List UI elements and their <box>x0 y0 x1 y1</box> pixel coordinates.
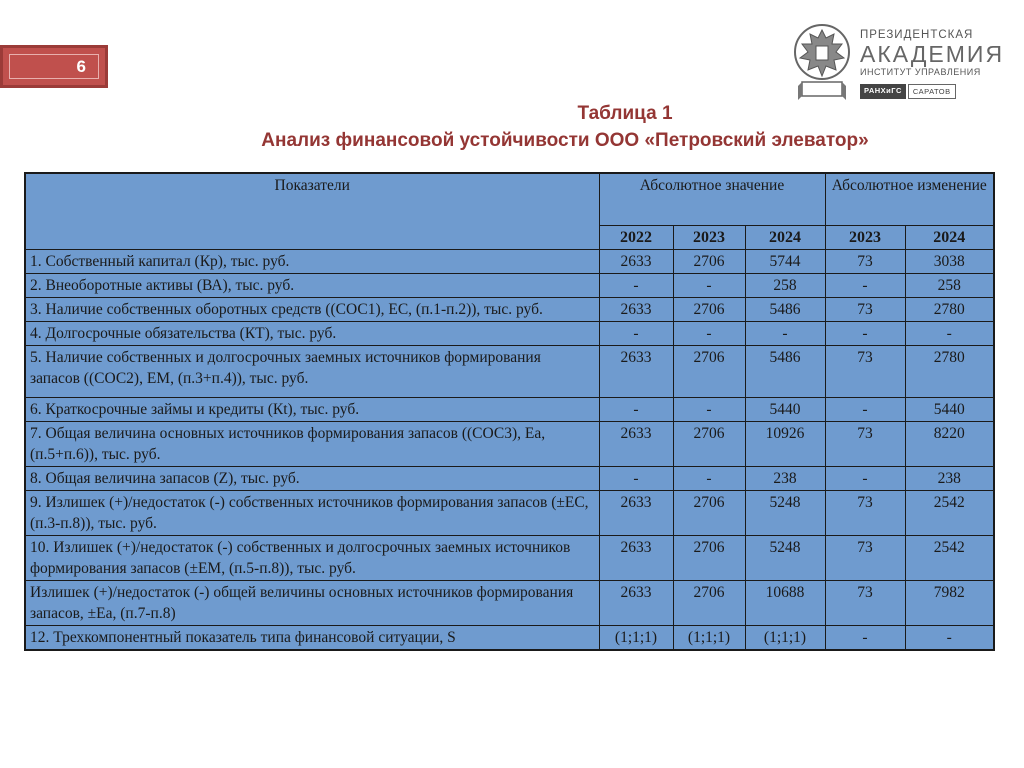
cell-value: 5248 <box>745 535 825 580</box>
row-label: 10. Излишек (+)/недостаток (-) собственных и долгосрочных заемных источников формирования запасов (±ЕМ, (п.5-п.8)), тыс. руб. <box>25 535 599 580</box>
table-row <box>25 580 994 625</box>
cell-value: - <box>825 625 905 650</box>
cell-value: (1;1;1) <box>745 625 825 650</box>
cell-value: 5744 <box>745 249 825 273</box>
cell-value: 5486 <box>745 345 825 397</box>
header-absolute-change: Абсолютное изменение <box>825 173 994 225</box>
cell-value: 2706 <box>673 297 745 321</box>
cell-value: 73 <box>825 535 905 580</box>
cell-value: 2633 <box>599 421 673 466</box>
cell-value: - <box>825 466 905 490</box>
cell-value: 2633 <box>599 580 673 625</box>
table-row <box>25 625 994 650</box>
table-row <box>25 249 994 273</box>
header-year: 2023 <box>825 225 905 249</box>
cell-value: 73 <box>825 580 905 625</box>
table-row <box>25 421 994 466</box>
table-row <box>25 490 994 535</box>
cell-value: 7982 <box>905 580 994 625</box>
row-label: 5. Наличие собственных и долгосрочных заемных источников формирования запасов ((СОС2), ЕМ, (п.3+п.4)), тыс. руб. <box>25 345 599 397</box>
cell-value: 8220 <box>905 421 994 466</box>
cell-value: 238 <box>905 466 994 490</box>
table-row <box>25 345 994 397</box>
cell-value: - <box>599 273 673 297</box>
cell-value: 10926 <box>745 421 825 466</box>
cell-value: 5486 <box>745 297 825 321</box>
cell-value: - <box>825 397 905 421</box>
header-year: 2024 <box>905 225 994 249</box>
header-indicators: Показатели <box>25 173 599 249</box>
cell-value: 2780 <box>905 345 994 397</box>
cell-value: 73 <box>825 249 905 273</box>
header-year: 2022 <box>599 225 673 249</box>
cell-value: - <box>599 466 673 490</box>
cell-value: 2542 <box>905 535 994 580</box>
logo-line-3: ИНСТИТУТ УПРАВЛЕНИЯ <box>860 67 981 77</box>
cell-value: 2706 <box>673 249 745 273</box>
row-label: 4. Долгосрочные обязательства (КТ), тыс. руб. <box>25 321 599 345</box>
header-year: 2023 <box>673 225 745 249</box>
logo-line-2: АКАДЕМИЯ <box>860 41 1005 67</box>
cell-value: - <box>599 397 673 421</box>
cell-value: 2706 <box>673 535 745 580</box>
cell-value: 2780 <box>905 297 994 321</box>
cell-value: 2633 <box>599 345 673 397</box>
cell-value: - <box>905 321 994 345</box>
cell-value: 5248 <box>745 490 825 535</box>
table-title-line-1: Таблица 1 <box>577 103 673 124</box>
slide-number: 6 <box>9 54 99 79</box>
cell-value: 5440 <box>905 397 994 421</box>
row-label: 7. Общая величина основных источников формирования запасов ((СОС3), Еа, (п.5+п.6)), тыс. руб. <box>25 421 599 466</box>
cell-value: 73 <box>825 490 905 535</box>
cell-value: 2633 <box>599 249 673 273</box>
cell-value: 3038 <box>905 249 994 273</box>
cell-value: 73 <box>825 297 905 321</box>
cell-value: 238 <box>745 466 825 490</box>
table-row <box>25 273 994 297</box>
cell-value: 73 <box>825 421 905 466</box>
cell-value: (1;1;1) <box>673 625 745 650</box>
row-label: 6. Краткосрочные займы и кредиты (Кt), тыс. руб. <box>25 397 599 421</box>
cell-value: - <box>905 625 994 650</box>
row-label: 8. Общая величина запасов (Z), тыс. руб. <box>25 466 599 490</box>
cell-value: - <box>673 466 745 490</box>
cell-value: 2706 <box>673 490 745 535</box>
cell-value: - <box>673 321 745 345</box>
cell-value: 258 <box>905 273 994 297</box>
row-label: 9. Излишек (+)/недостаток (-) собственных источников формирования запасов (±ЕС, (п.3-п.8)), тыс. руб. <box>25 490 599 535</box>
cell-value: 2633 <box>599 535 673 580</box>
cell-value: 2706 <box>673 421 745 466</box>
cell-value: - <box>599 321 673 345</box>
row-label: Излишек (+)/недостаток (-) общей величины основных источников формирования запасов, ±Еа, (п.7-п.8) <box>25 580 599 625</box>
cell-value: 2633 <box>599 490 673 535</box>
cell-value: 10688 <box>745 580 825 625</box>
financial-stability-table <box>24 172 995 651</box>
row-label: 2. Внеоборотные активы (ВА), тыс. руб. <box>25 273 599 297</box>
cell-value: - <box>745 321 825 345</box>
cell-value: - <box>825 321 905 345</box>
table-row <box>25 321 994 345</box>
slide-number-box <box>0 45 108 88</box>
cell-value: 2542 <box>905 490 994 535</box>
cell-value: 73 <box>825 345 905 397</box>
cell-value: 2706 <box>673 580 745 625</box>
eagle-emblem-icon <box>790 22 854 110</box>
table-row <box>25 397 994 421</box>
table-row <box>25 535 994 580</box>
cell-value: - <box>673 397 745 421</box>
table-title <box>150 100 980 154</box>
logo-line-1: ПРЕЗИДЕНТСКАЯ <box>860 29 974 41</box>
cell-value: (1;1;1) <box>599 625 673 650</box>
logo-text <box>860 28 1004 99</box>
cell-value: - <box>825 273 905 297</box>
table-row <box>25 466 994 490</box>
cell-value: - <box>673 273 745 297</box>
table-row <box>25 297 994 321</box>
cell-value: 2706 <box>673 345 745 397</box>
row-label: 12. Трехкомпонентный показатель типа финансовой ситуации, S <box>25 625 599 650</box>
row-label: 3. Наличие собственных оборотных средств ((СОС1), ЕС, (п.1-п.2)), тыс. руб. <box>25 297 599 321</box>
logo-badge-saratov: САРАТОВ <box>908 84 956 99</box>
cell-value: 258 <box>745 273 825 297</box>
cell-value: 2633 <box>599 297 673 321</box>
cell-value: 5440 <box>745 397 825 421</box>
header-year: 2024 <box>745 225 825 249</box>
header-absolute-value: Абсолютное значение <box>599 173 825 225</box>
logo-badge-ranepa: РАНХиГС <box>860 84 906 99</box>
row-label: 1. Собственный капитал (Кр), тыс. руб. <box>25 249 599 273</box>
logo-badges <box>860 84 1004 99</box>
table-title-line-2: Анализ финансовой устойчивости ООО «Петровский элеватор» <box>261 130 869 151</box>
